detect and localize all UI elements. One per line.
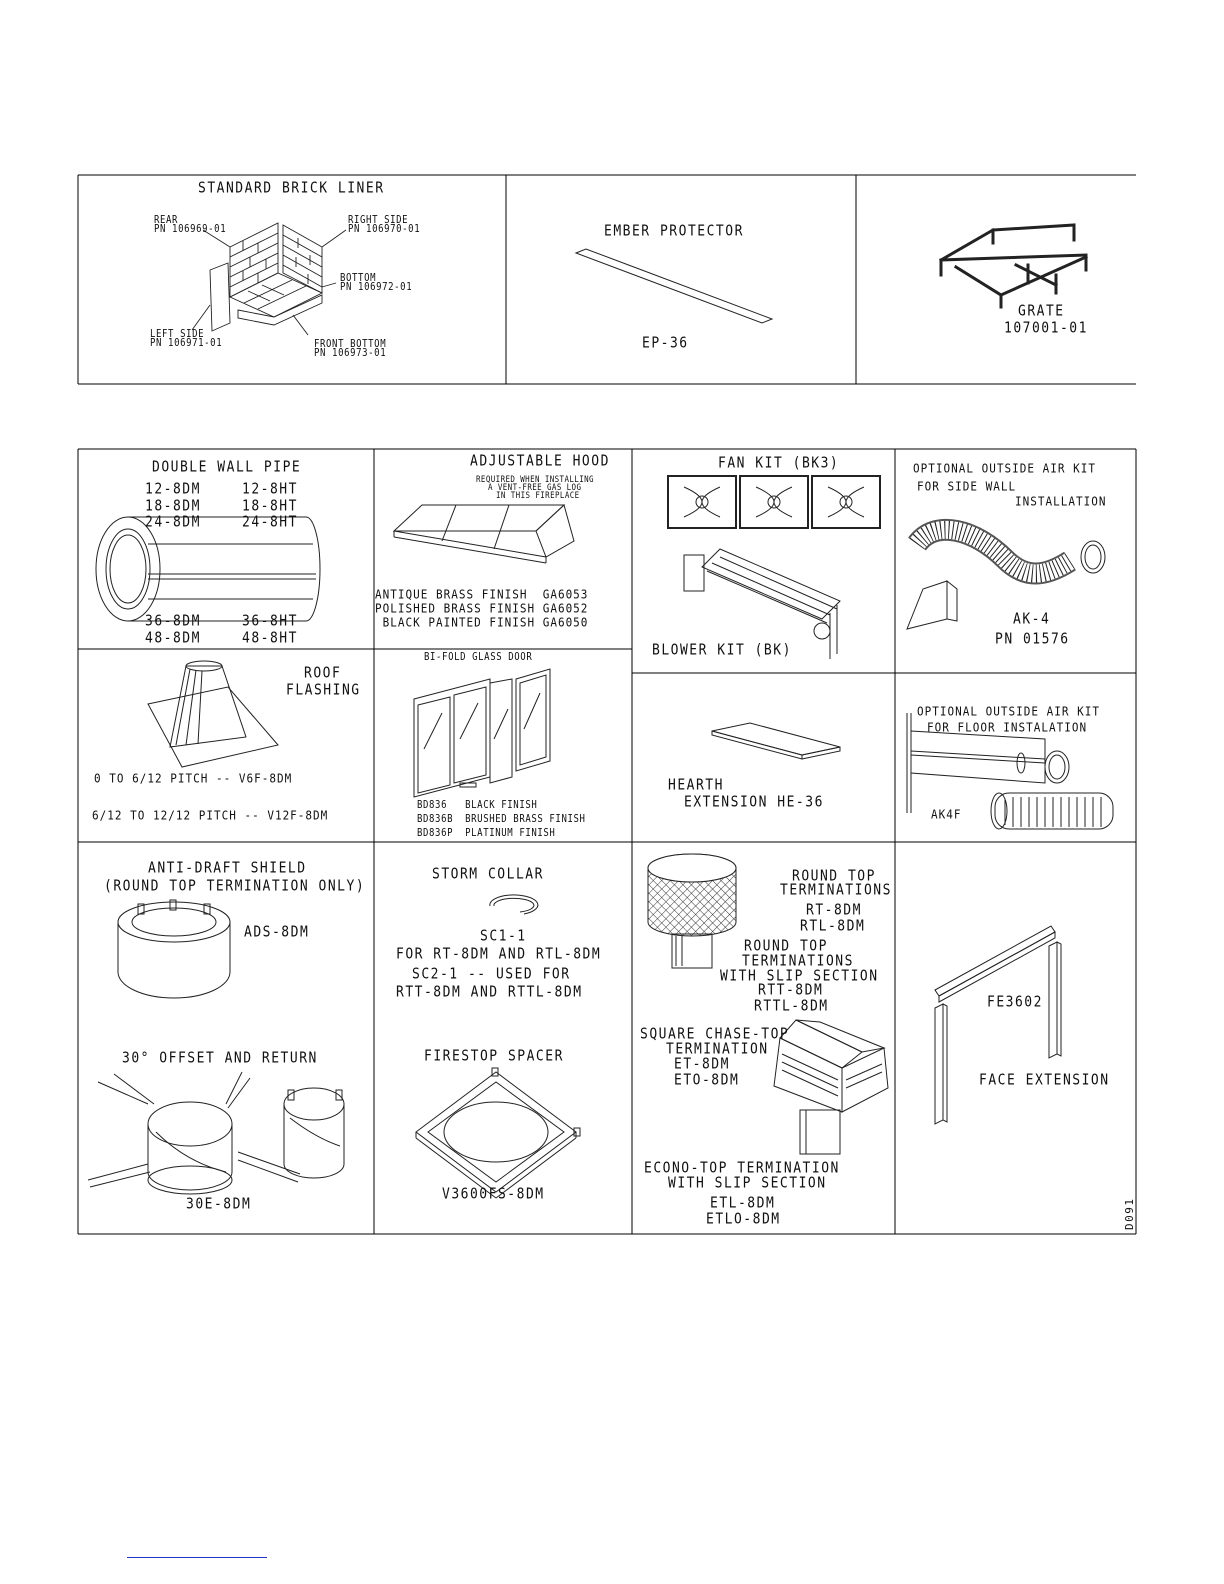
brick-liner-panel [78, 175, 506, 384]
square-chase-title: TERMINATION [666, 1041, 769, 1059]
left-side-pn: PN 106971-01 [150, 338, 223, 350]
outside-air-floor-title: FOR FLOOR INSTALATION [927, 720, 1088, 735]
roof-flashing-title: ROOF [304, 665, 342, 683]
slip-section-part: RTT-8DM [758, 982, 824, 1000]
grate-panel [856, 175, 1136, 384]
left-side-label: LEFT SIDE [150, 329, 205, 341]
footer-link[interactable] [127, 1557, 267, 1558]
fan-kit-title: FAN KIT (BK3) [718, 455, 840, 473]
pipe-part: 48-8HT [242, 630, 298, 648]
hood-note: REQUIRED WHEN INSTALLING [476, 473, 594, 485]
econo-top-part: ETL-8DM [710, 1195, 776, 1213]
storm-collar-panel [374, 842, 632, 1234]
econo-top-title: WITH SLIP SECTION [668, 1175, 827, 1193]
storm-collar-part: SC2-1 -- USED FOR [412, 966, 571, 984]
adjustable-hood-panel [374, 449, 632, 649]
round-top-part: RT-8DM [806, 902, 862, 920]
rear-pn: PN 106969-01 [154, 224, 227, 236]
offset-part: 30E-8DM [186, 1196, 252, 1214]
hearth-label: EXTENSION HE-36 [684, 794, 824, 812]
hood-note: A VENT-FREE GAS LOG [488, 481, 582, 493]
outside-air-side-title: OPTIONAL OUTSIDE AIR KIT [913, 461, 1096, 476]
hood-finish: ANTIQUE BRASS FINISH GA6053 [375, 587, 589, 602]
econo-top-part: ETLO-8DM [706, 1211, 781, 1229]
ember-protector-panel [506, 175, 856, 384]
storm-collar-note: RTT-8DM AND RTTL-8DM [396, 984, 583, 1002]
rear-label: REAR [154, 215, 179, 227]
square-chase-title: SQUARE CHASE-TOP [640, 1026, 790, 1044]
anti-draft-drawing [78, 842, 374, 1234]
outside-air-side-title: INSTALLATION [1015, 494, 1107, 509]
fan-kit-drawing [632, 449, 895, 673]
face-extension-title: FACE EXTENSION [979, 1072, 1110, 1090]
pipe-part: 48-8DM [145, 630, 201, 648]
fan-kit-panel [632, 449, 895, 673]
glass-door-option: BD836 BLACK FINISH [417, 800, 538, 812]
pipe-title: DOUBLE WALL PIPE [152, 459, 302, 477]
ember-protector-title: EMBER PROTECTOR [604, 223, 744, 241]
face-extension-panel [895, 842, 1136, 1234]
firestop-part: V3600FS-8DM [442, 1186, 545, 1204]
front-bottom-pn: PN 106973-01 [314, 348, 387, 360]
pipe-part: 12-8HT [242, 481, 298, 499]
slip-section-title: ROUND TOP [744, 938, 828, 956]
anti-draft-part: ADS-8DM [244, 924, 310, 942]
brick-liner-title: STANDARD BRICK LINER [198, 180, 385, 198]
roof-flashing-panel [78, 649, 374, 842]
pipe-part: 18-8DM [145, 498, 201, 516]
hearth-drawing [632, 673, 895, 842]
glass-door-option: BD836P PLATINUM FINISH [417, 828, 556, 840]
outside-air-floor-panel [895, 673, 1136, 842]
roof-pitch: 0 TO 6/12 PITCH -- V6F-8DM [94, 771, 293, 786]
grate-drawing [856, 175, 1136, 384]
bottom-label: BOTTOM [340, 273, 377, 285]
ember-protector-drawing [506, 175, 856, 384]
pipe-part: 36-8HT [242, 613, 298, 631]
glass-door-option: BD836B BRUSHED BRASS FINISH [417, 814, 586, 826]
grate-part: 107001-01 [1004, 320, 1088, 338]
pipe-part: 24-8HT [242, 514, 298, 532]
anti-draft-panel [78, 842, 374, 1234]
ember-protector-part: EP-36 [642, 335, 689, 353]
storm-collar-note: FOR RT-8DM AND RTL-8DM [396, 946, 602, 964]
right-side-pn: PN 106970-01 [348, 224, 421, 236]
hearth-label: HEARTH [668, 777, 724, 795]
round-top-title: TERMINATIONS [780, 882, 892, 900]
pipe-part: 24-8DM [145, 514, 201, 532]
double-wall-pipe-panel [78, 449, 374, 649]
outside-air-side-title: FOR SIDE WALL [917, 479, 1017, 494]
outside-air-floor-part: AK4F [931, 807, 962, 822]
square-chase-part: ETO-8DM [674, 1072, 740, 1090]
face-extension-part: FE3602 [987, 994, 1043, 1012]
hood-finish: BLACK PAINTED FINISH GA6050 [375, 615, 589, 630]
storm-collar-drawing [374, 842, 632, 1234]
right-side-label: RIGHT SIDE [348, 215, 409, 227]
hood-finish: POLISHED BRASS FINISH GA6052 [375, 601, 589, 616]
roof-flashing-title: FLASHING [286, 682, 361, 700]
glass-door-title: BI-FOLD GLASS DOOR [424, 652, 533, 664]
pipe-drawing [78, 449, 374, 649]
slip-section-title: WITH SLIP SECTION [720, 968, 879, 986]
round-top-title: ROUND TOP [792, 868, 876, 886]
outside-air-side-panel [895, 449, 1136, 673]
glass-door-panel [374, 649, 632, 842]
bottom-pn: PN 106972-01 [340, 282, 413, 294]
storm-collar-part: SC1-1 [480, 928, 527, 946]
drawing-code: D091 [1123, 1197, 1136, 1230]
square-chase-part: ET-8DM [674, 1056, 730, 1074]
pipe-part: 18-8HT [242, 498, 298, 516]
pipe-part: 12-8DM [145, 481, 201, 499]
outside-air-side-pn: PN 01576 [995, 631, 1070, 649]
roof-pitch: 6/12 TO 12/12 PITCH -- V12F-8DM [92, 808, 329, 823]
hood-note: IN THIS FIREPLACE [496, 489, 580, 501]
face-extension-drawing [895, 842, 1136, 1234]
outside-air-floor-title: OPTIONAL OUTSIDE AIR KIT [917, 704, 1100, 719]
outside-air-side-part: AK-4 [1013, 611, 1051, 629]
round-top-part: RTL-8DM [800, 918, 866, 936]
slip-section-part: RTTL-8DM [754, 998, 829, 1016]
hearth-extension-panel [632, 673, 895, 842]
slip-section-title: TERMINATIONS [742, 953, 854, 971]
brick-liner-drawing [78, 175, 506, 384]
anti-draft-title: (ROUND TOP TERMINATION ONLY) [104, 878, 366, 896]
hood-title: ADJUSTABLE HOOD [470, 453, 610, 471]
terminations-panel [632, 842, 895, 1234]
front-bottom-label: FRONT BOTTOM [314, 339, 387, 351]
anti-draft-title: ANTI-DRAFT SHIELD [148, 860, 307, 878]
pipe-part: 36-8DM [145, 613, 201, 631]
econo-top-title: ECONO-TOP TERMINATION [644, 1160, 840, 1178]
firestop-title: FIRESTOP SPACER [424, 1048, 564, 1066]
grate-title: GRATE [1018, 303, 1065, 321]
offset-title: 30° OFFSET AND RETURN [122, 1050, 318, 1068]
storm-collar-title: STORM COLLAR [432, 866, 544, 884]
blower-kit-label: BLOWER KIT (BK) [652, 642, 792, 660]
